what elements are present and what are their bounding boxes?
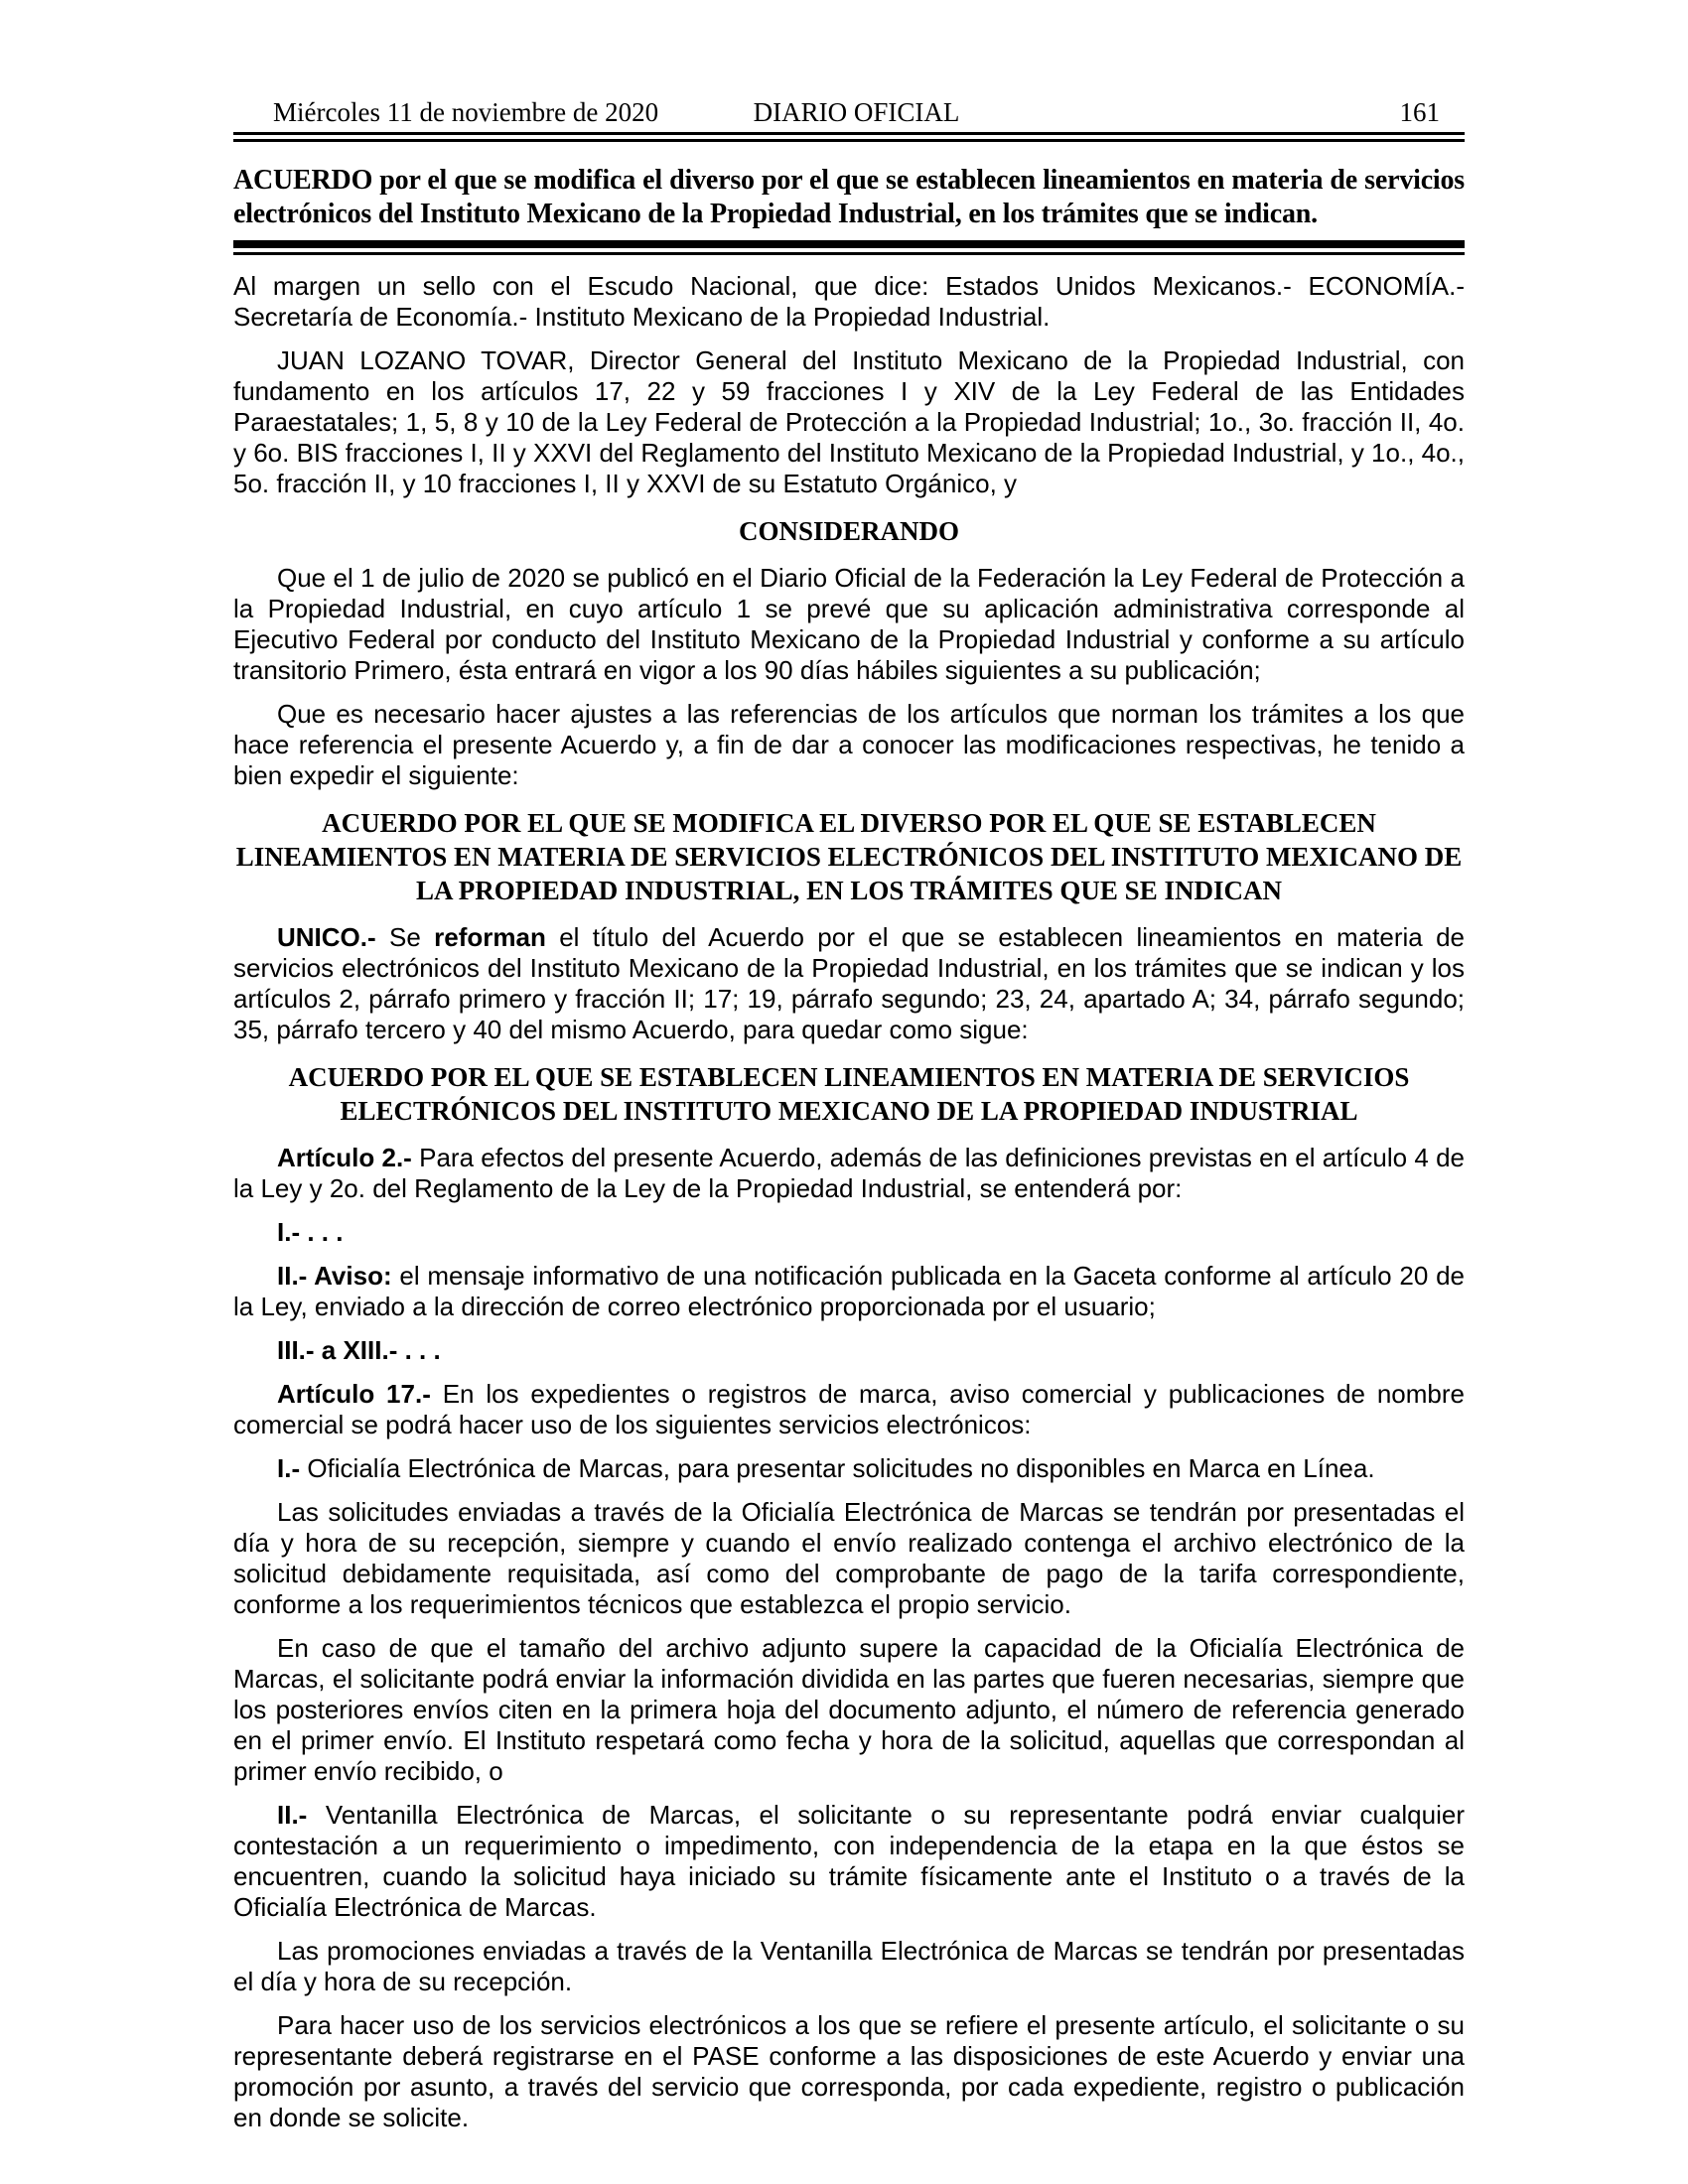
text-run: el título del Acuerdo por el que se establecen lineamientos en materia de servicios electrónicos del Instituto Mexicano de la Propiedad Industrial, en los trámites que se indican y los artículos 2, párrafo primero y fracción II; 17; 19, párrafo segundo; 23, 24, apartado A; 34, párrafo segundo; 35, párrafo tercero y 40 del mismo Acuerdo, para quedar como sigue:	[233, 922, 1465, 1044]
header-double-rule	[233, 132, 1465, 142]
paragraph-juan-lozano: JUAN LOZANO TOVAR, Director General del Instituto Mexicano de la Propiedad Industrial, con fundamento en los artículos 17, 22 y 59 fracciones I y XIV de la Ley Federal de las Entidades Paraestatales; 1, 5, 8 y 10 de la Ley Federal de Protección a la Propiedad Industrial; 1o., 3o. fracción II, 4o. y 6o. BIS fracciones I, II y XXVI del Reglamento del Instituto Mexicano de la Propiedad Industrial, y 1o., 4o., 5o. fracción II, y 10 fracciones I, II y XXVI de su Estatuto Orgánico, y	[233, 345, 1466, 498]
paragraph-oficialia	[233, 1453, 1465, 1484]
page-content	[233, 0, 1465, 2146]
page-header	[233, 97, 1465, 127]
paragraph-que-1: Que el 1 de julio de 2020 se publicó en el Diario Oficial de la Federación la Ley Federal de Protección a la Propiedad Industrial, en cuyo artículo 1 se prevé que su aplicación administrativa corresponde al Ejecutivo Federal por conducto del Instituto Mexicano de la Propiedad Industrial y conforme a su artículo transitorio Primero, ésta entrará en vigor a los 90 días hábiles siguientes a su publicación;	[233, 563, 1465, 685]
bold-run-articulo-17: Artículo 17.-	[277, 1379, 431, 1409]
heading-considerando: CONSIDERANDO	[738, 516, 960, 546]
paragraph-articulo-17	[233, 1379, 1465, 1440]
paragraph-fraccion-ii-aviso	[233, 1261, 1465, 1322]
bold-run-ii: II.-	[277, 1800, 308, 1830]
text-run: el mensaje informativo de una notificación publicada en la Gaceta conforme al artículo 20 de la Ley, enviado a la dirección de correo electrónico proporcionada por el usuario;	[233, 1261, 1465, 1321]
header-publication: DIARIO OFICIAL	[753, 97, 960, 127]
paragraph-fraccion-i: I.- . . .	[277, 1217, 344, 1247]
text-run: En los expedientes o registros de marca, aviso comercial y publicaciones de nombre comercial se podrá hacer uso de los siguientes servicios electrónicos:	[233, 1379, 1465, 1439]
paragraph-al-margen: Al margen un sello con el Escudo Nacional, que dice: Estados Unidos Mexicanos.- ECONOMÍA.- Secretaría de Economía.- Instituto Mexicano de la Propiedad Industrial.	[233, 271, 1465, 332]
heading-acuerdo-modifica: ACUERDO POR EL QUE SE MODIFICA EL DIVERSO POR EL QUE SE ESTABLECEN LINEAMIENTOS EN MATERIA DE SERVICIOS ELECTRÓNICOS DEL INSTITUTO MEXICANO DE LA PROPIEDAD INDUSTRIAL, EN LOS TRÁMITES QUE SE INDICAN	[235, 808, 1463, 905]
paragraph-articulo-2	[233, 1143, 1465, 1204]
paragraph-unico	[233, 922, 1465, 1045]
bold-run-unico: UNICO.-	[277, 922, 376, 952]
title-separator-thin-rule	[233, 252, 1465, 255]
heading-acuerdo-establecen: ACUERDO POR EL QUE SE ESTABLECEN LINEAMIENTOS EN MATERIA DE SERVICIOS ELECTRÓNICOS DEL INSTITUTO MEXICANO DE LA PROPIEDAD INDUSTRIAL	[288, 1062, 1410, 1126]
paragraph-que-2: Que es necesario hacer ajustes a las referencias de los artículos que norman los trámites a los que hace referencia el presente Acuerdo y, a fin de dar a conocer las modificaciones respectivas, he tenido a bien expedir el siguiente:	[233, 699, 1465, 790]
bold-run-articulo-2: Artículo 2.-	[277, 1143, 412, 1172]
paragraph-para-hacer: Para hacer uso de los servicios electrónicos a los que se refiere el presente artículo, el solicitante o su representante deberá registrarse en el PASE conforme a las disposiciones de este Acuerdo y enviar una promoción por asunto, a través del servicio que corresponda, por cada expediente, registro o publicación en donde se solicite.	[233, 2010, 1465, 2132]
bold-run-i: I.-	[277, 1453, 301, 1483]
bold-run-reforman: reforman	[434, 922, 546, 952]
text-run: Ventanilla Electrónica de Marcas, el solicitante o su representante podrá enviar cualquier contestación a un requerimiento o impedimento, con independencia de la etapa en la que éstos se encuentren, cuando la solicitud haya iniciado su trámite físicamente ante el Instituto o a través de la Oficialía Electrónica de Marcas.	[233, 1800, 1465, 1922]
paragraph-en-caso: En caso de que el tamaño del archivo adjunto supere la capacidad de la Oficialía Electrónica de Marcas, el solicitante podrá enviar la información dividida en las partes que fueren necesarias, siempre que los posteriores envíos citen en la primera hoja del documento adjunto, el número de referencia generado en el primer envío. El Instituto respetará como fecha y hora de la solicitud, aquellas que correspondan al primer envío recibido, o	[233, 1633, 1465, 1786]
title-separator-thick-rule	[233, 240, 1465, 248]
text-run: Para efectos del presente Acuerdo, además de las definiciones previstas en el artículo 4 de la Ley y 2o. del Reglamento de la Ley de la Propiedad Industrial, se entenderá por:	[233, 1143, 1465, 1203]
paragraph-solicitudes: Las solicitudes enviadas a través de la Oficialía Electrónica de Marcas se tendrán por presentadas el día y hora de su recepción, siempre y cuando el envío realizado contenga el archivo electrónico de la solicitud debidamente requisitada, así como del comprobante de pago de la tarifa correspondiente, conforme a los requerimientos técnicos que establezca el propio servicio.	[233, 1497, 1465, 1619]
header-page-number: 161	[1399, 97, 1441, 127]
paragraph-fraccion-iii-xiii: III.- a XIII.- . . .	[277, 1335, 441, 1365]
header-date: Miércoles 11 de noviembre de 2020	[273, 97, 659, 127]
bold-run-aviso: II.- Aviso:	[277, 1261, 392, 1291]
paragraph-ventanilla	[233, 1800, 1465, 1923]
document-title: ACUERDO por el que se modifica el diverso por el que se establecen lineamientos en materia de servicios electrónicos del Instituto Mexicano de la Propiedad Industrial, en los trámites que se indican.	[233, 165, 1465, 229]
text-run: Se	[375, 922, 435, 952]
text-run: Oficialía Electrónica de Marcas, para presentar solicitudes no disponibles en Marca en Línea.	[300, 1453, 1375, 1483]
paragraph-promociones: Las promociones enviadas a través de la Ventanilla Electrónica de Marcas se tendrán por presentadas el día y hora de su recepción.	[233, 1936, 1465, 1996]
